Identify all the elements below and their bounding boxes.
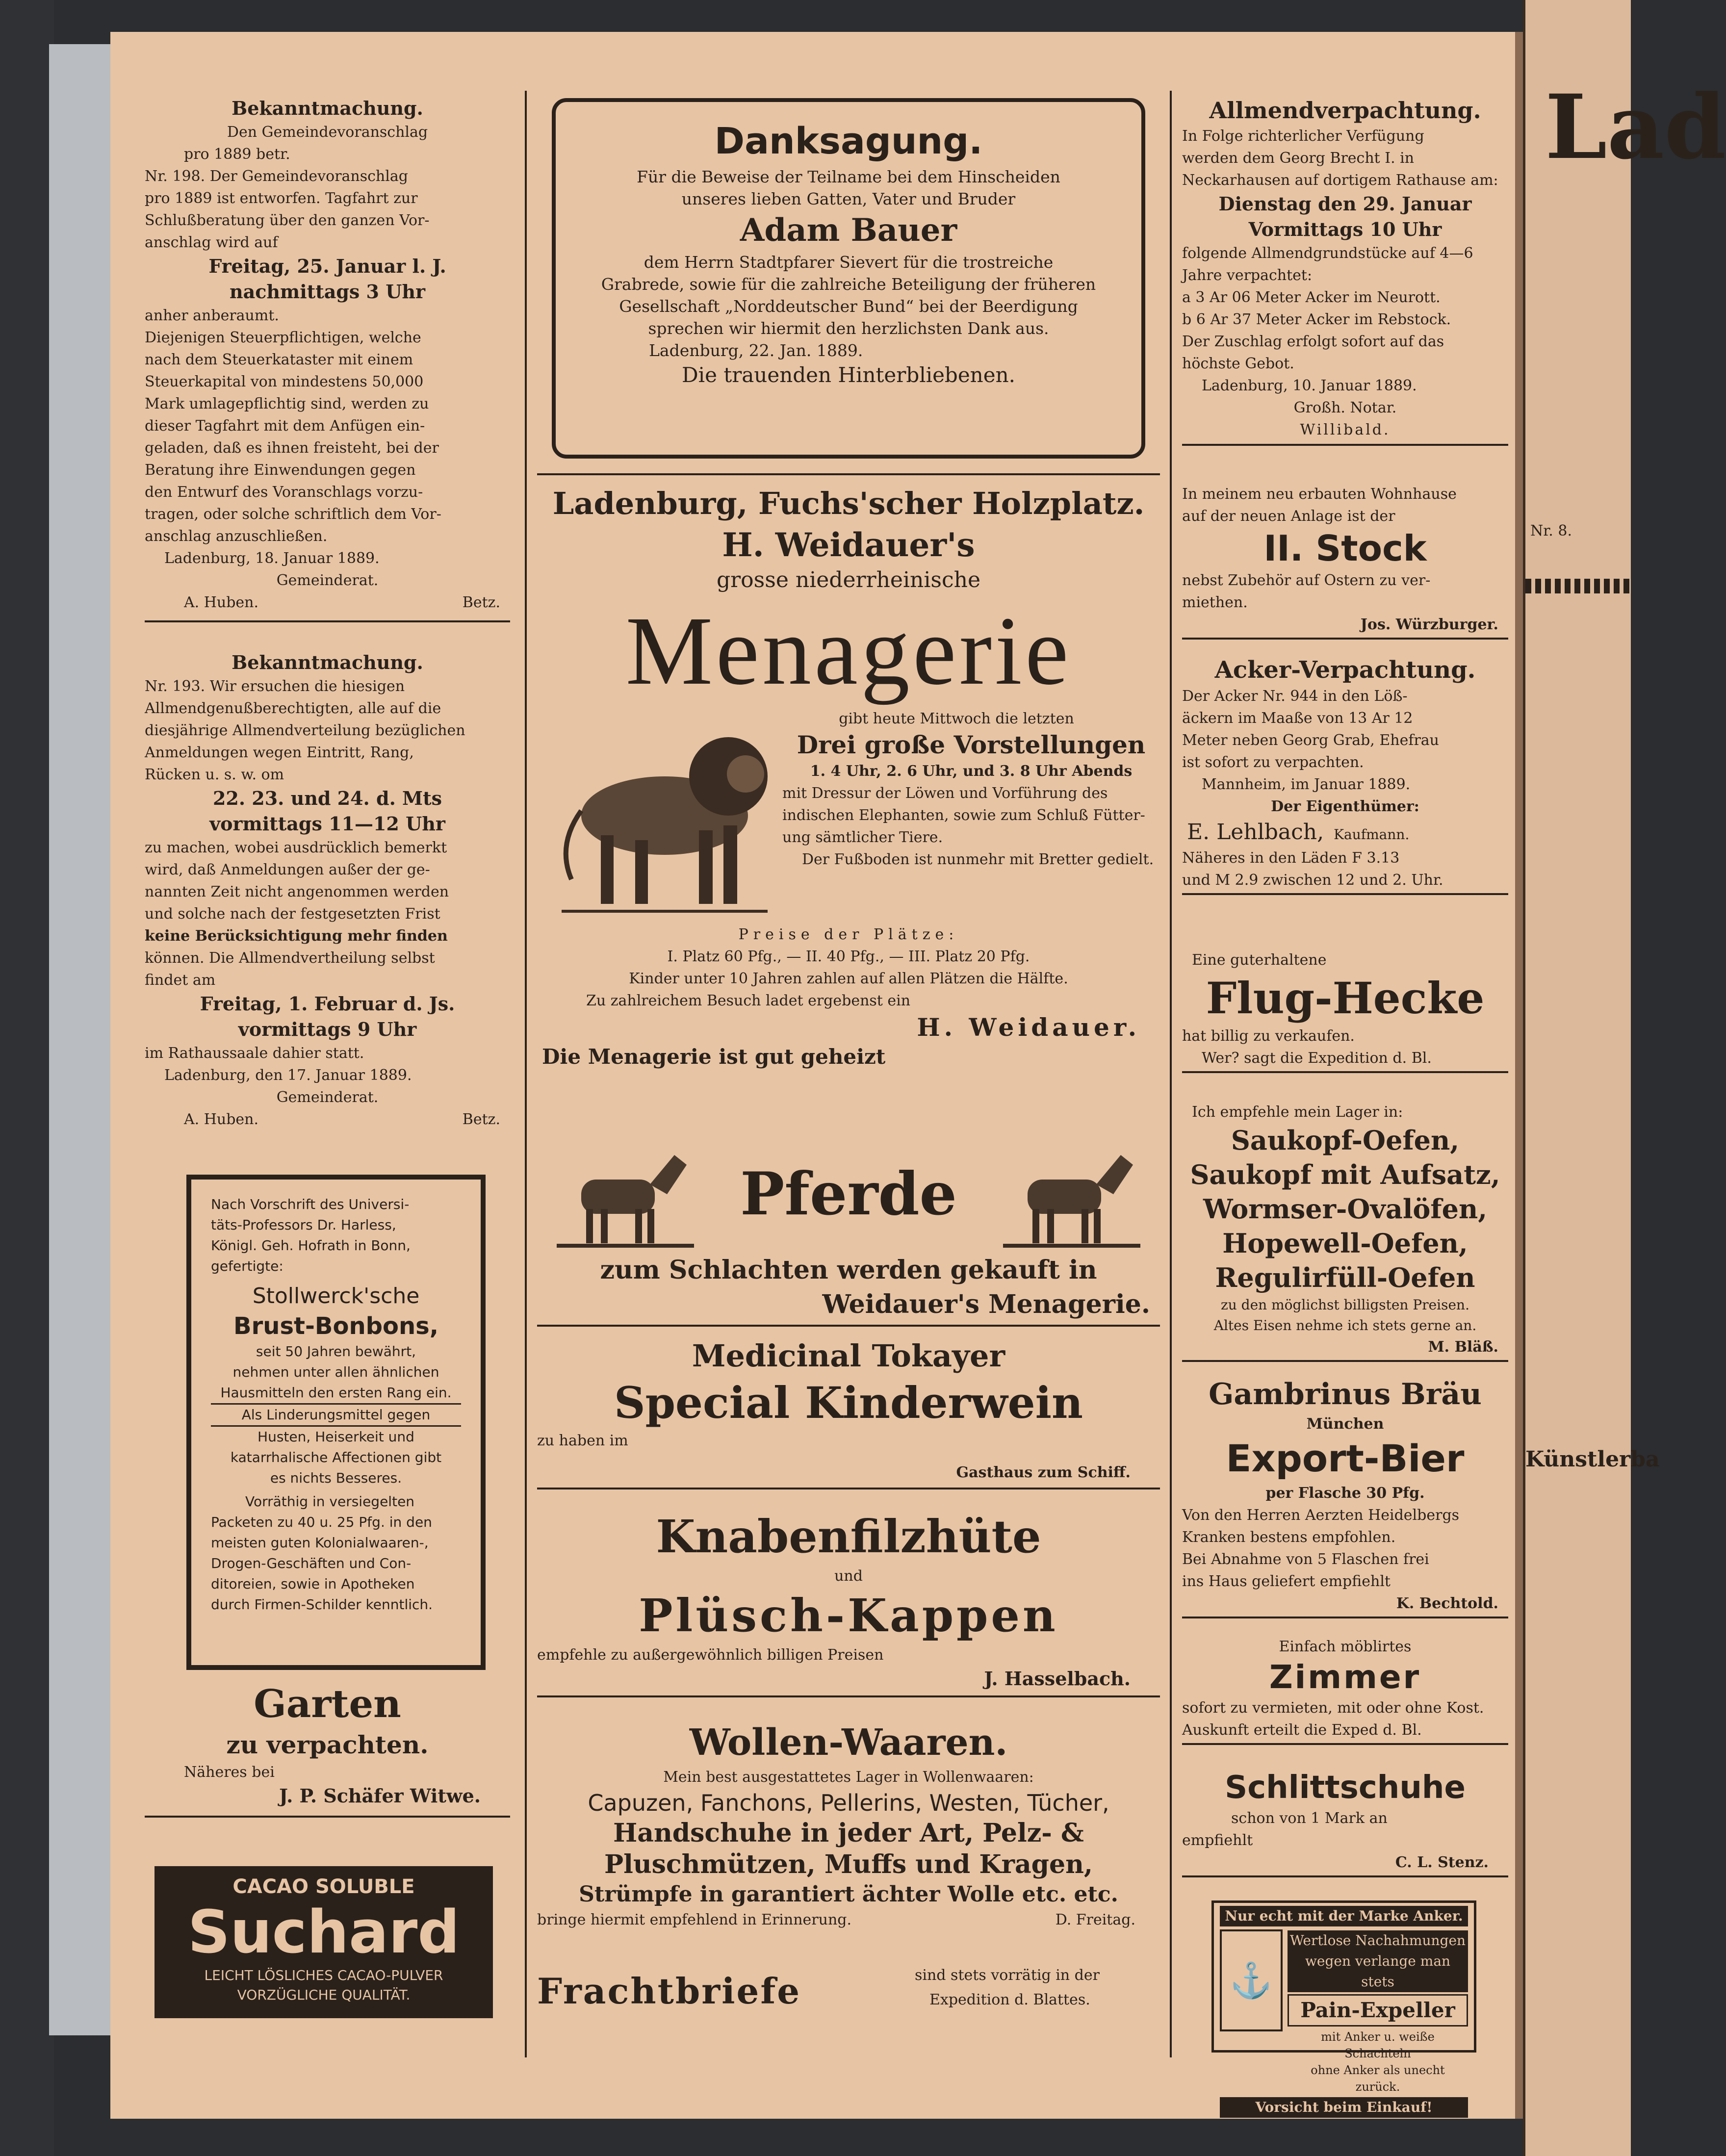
ad-subtitle: grosse niederrheinische [716, 567, 981, 592]
ad-line: indischen Elephanten, sowie zum Schluß Fütter- [782, 807, 1145, 824]
ad-pain-expeller [1211, 1900, 1476, 2115]
ad-brand: Pain-Expeller [1288, 1994, 1468, 2027]
ad-line: Drogen-Geschäften und Con- [211, 1555, 412, 1571]
ad-line: Näheres bei [184, 1764, 275, 1781]
ad-line: folgende Allmendgrundstücke auf 4—6 [1182, 245, 1473, 262]
ad-line: Nur echt mit der Marke Anker. [1220, 1906, 1468, 1926]
ad-line: nach dem Steuerkataster mit einem [145, 351, 413, 368]
horse-icon [1003, 1145, 1140, 1253]
ad-subtitle: Den Gemeindevoranschlag [227, 124, 428, 141]
ad-line: Beratung ihre Einwendungen gegen [145, 462, 416, 479]
divider [1182, 1617, 1508, 1618]
ad-line: ohne Anker als unecht zurück. [1311, 2063, 1445, 2094]
ad-line: wird, daß Anmeldungen außer der ge- [145, 861, 430, 878]
ad-suchard [155, 1866, 493, 2018]
menagerie-text [782, 708, 1160, 871]
ad-line: Expedition d. Blattes. [929, 1991, 1090, 2008]
ad-line: Näheres in den Läden F 3.13 [1182, 849, 1400, 867]
background-left [0, 0, 54, 2156]
ad-bekanntmachung-allmend [145, 650, 510, 1130]
ad-line: täts-Professors Dr. Harless, [211, 1217, 396, 1233]
ad-signature: J. P. Schäfer Witwe. [279, 1785, 481, 1807]
ad-line: Vorsicht beim Einkauf! [1220, 2097, 1468, 2118]
ad-signature: K. Bechtold. [1396, 1595, 1498, 1612]
ad-line: Kranken bestens empfohlen. [1182, 1529, 1396, 1546]
ad-line: mit Anker u. weiße Schachteln [1321, 2030, 1435, 2060]
ad-line: meisten guten Kolonialwaaren-, [211, 1535, 429, 1551]
newspaper-page [110, 32, 1523, 2119]
ad-wollen [537, 1719, 1160, 1931]
ad-line: gefertigte: [211, 1258, 283, 1274]
ad-line: tragen, oder solche schriftlich dem Vor- [145, 506, 441, 523]
ad-line: Auskunft erteilt die Exped d. Bl. [1182, 1721, 1422, 1739]
column-rule-right [1170, 91, 1172, 2057]
ad-line: München [1306, 1415, 1384, 1433]
ad-line: a 3 Ar 06 Meter Acker im Neurott. [1182, 289, 1441, 306]
ad-line: Packeten zu 40 u. 25 Pfg. in den [211, 1514, 432, 1530]
divider [537, 1325, 1160, 1327]
ad-flughecke [1182, 949, 1508, 1073]
ad-line: Hausmitteln den ersten Rang ein. [220, 1385, 452, 1401]
ad-line: Pluschmützen, Muffs und Kragen, [604, 1849, 1093, 1879]
ad-date: Freitag, 1. Februar d. Js. [200, 993, 455, 1015]
ad-line: findet am [145, 972, 216, 989]
ad-line: Husten, Heiserkeit und [258, 1429, 414, 1445]
ad-line: Der Fußboden ist nunmehr mit Bretter gedielt. [802, 851, 1154, 868]
ad-line: Handschuhe in jeder Art, Pelz- & [613, 1818, 1084, 1848]
ad-line: zu den möglichst billigsten Preisen. [1220, 1297, 1469, 1313]
ad-line: CACAO SOLUBLE [232, 1875, 415, 1898]
ad-line: Regulirfüll-Oefen [1215, 1262, 1475, 1293]
ad-line: keine Berücksichtigung mehr finden [145, 927, 448, 945]
ad-line: Kinder unter 10 Jahren zahlen auf allen Plätzen die Hälfte. [629, 970, 1068, 987]
ad-line: Nr. 193. Wir ersuchen die hiesigen [145, 678, 405, 695]
ad-line: und M 2.9 zwischen 12 und 2. Uhr. [1182, 872, 1443, 889]
ad-line: Drei große Vorstellungen [797, 730, 1146, 759]
ad-line: Wormser-Ovalöfen, [1203, 1193, 1488, 1225]
ad-line: Von den Herren Aerzten Heidelbergs [1182, 1507, 1460, 1524]
ad-line: Gesellschaft „Norddeutscher Bund“ bei der Beerdigung [619, 297, 1078, 316]
next-page-section: Künstlerba [1525, 1447, 1660, 1472]
ad-line: und solche nach der festgesetzten Frist [145, 905, 440, 923]
ad-line: Mark umlagepflichtig sind, werden zu [145, 395, 429, 412]
ad-line: pro 1889 ist entworfen. Tagfahrt zur [145, 190, 418, 207]
ad-line: empfehle zu außergewöhnlich billigen Preisen [537, 1646, 884, 1664]
ad-title: Allmendverpachtung. [1209, 97, 1481, 124]
divider [537, 1488, 1160, 1489]
ad-line: Rücken u. s. w. om [145, 766, 284, 783]
divider [1182, 638, 1508, 640]
ad-title: Special Kinderwein [614, 1377, 1083, 1428]
ad-line: Als Linderungsmittel gegen [211, 1403, 461, 1427]
ad-line: unseres lieben Gatten, Vater und Bruder [681, 189, 1016, 208]
ad-time: Vormittags 10 Uhr [1248, 218, 1442, 240]
ad-line: diesjährige Allmendverteilung bezüglichen [145, 722, 465, 739]
ad-line: Mein best ausgestattetes Lager in Wollenwaaren: [663, 1769, 1034, 1786]
ad-line: dieser Tagfahrt mit dem Anfügen ein- [145, 417, 425, 435]
ad-signature: M. Bläß. [1428, 1338, 1498, 1356]
ad-line: Mannheim, im Januar 1889. [1202, 776, 1411, 793]
ad-title: Schlittschuhe [1225, 1770, 1466, 1806]
ad-owner: H. Weidauer's [722, 526, 975, 564]
ad-line: Ladenburg, 18. Januar 1889. [164, 550, 380, 567]
ad-prices: I. Platz 60 Pfg., — II. 40 Pfg., — III. Platz 20 Pfg. [667, 948, 1030, 965]
ad-line: im Rathaussaale dahier statt. [145, 1045, 364, 1062]
ad-line: Königl. Geh. Hofrath in Bonn, [211, 1237, 411, 1254]
ad-line: anschlag wird auf [145, 234, 278, 251]
ad-line: Nr. 198. Der Gemeindevoranschlag [145, 168, 408, 185]
ad-line: Ich empfehle mein Lager in: [1192, 1104, 1403, 1121]
ad-line: seit 50 Jahren bewährt, [256, 1343, 416, 1360]
ad-time: vormittags 9 Uhr [238, 1018, 417, 1040]
ad-title: Danksagung. [714, 120, 983, 162]
ad-title: Flug-Hecke [1206, 973, 1485, 1024]
ad-line: Der Eigenthümer: [1271, 798, 1419, 815]
ad-signature: Die trauenden Hinterbliebenen. [682, 363, 1015, 387]
ad-line: gibt heute Mittwoch die letzten [839, 710, 1074, 727]
ad-title: Zimmer [1269, 1658, 1421, 1696]
ad-line: Bei Abnahme von 5 Flaschen frei [1182, 1551, 1429, 1568]
ad-line: hat billig zu verkaufen. [1182, 1027, 1355, 1045]
ad-line: anher anberaumt. [145, 307, 279, 324]
ad-line: zu machen, wobei ausdrücklich bemerkt [145, 839, 447, 856]
divider [1182, 893, 1508, 895]
ad-line: sofort zu vermieten, mit oder ohne Kost. [1182, 1699, 1484, 1717]
ad-line: können. Die Allmendvertheilung selbst [145, 950, 435, 967]
ad-line: den Entwurf des Voranschlags vorzu- [145, 484, 423, 501]
ad-line: Eine guterhaltene [1192, 951, 1327, 969]
ad-signature-row [145, 591, 510, 614]
ad-line: sind stets vorrätig in der [915, 1967, 1100, 1984]
ad-line: höchste Gebot. [1182, 355, 1294, 372]
ad-place: Ladenburg, Fuchs'scher Holzplatz. [552, 486, 1145, 521]
divider [537, 473, 1160, 475]
ad-line: anschlag anzuschließen. [145, 528, 328, 545]
ad-subtitle: pro 1889 betr. [184, 146, 290, 163]
ad-line: durch Firmen-Schilder kenntlich. [211, 1596, 433, 1613]
ad-signature: Großh. Notar. [1293, 399, 1397, 416]
ad-line: bringe hiermit empfehlend in Erinnerung. [537, 1911, 852, 1928]
ad-line: Grabrede, sowie für die zahlreiche Beteiligung der früheren [601, 275, 1096, 294]
ad-line: Saukopf mit Aufsatz, [1190, 1159, 1500, 1190]
ad-line: Hopewell-Oefen, [1222, 1228, 1468, 1259]
ad-line: Wer? sagt die Expedition d. Bl. [1202, 1050, 1432, 1067]
divider [1182, 1071, 1508, 1073]
ad-line: Neckarhausen auf dortigem Rathause am: [1182, 172, 1498, 189]
ad-prices-head: Preise der Plätze: [738, 926, 959, 943]
ad-title: Wollen-Waaren. [689, 1721, 1008, 1764]
ad-line: Der Zuschlag erfolgt sofort auf das [1182, 333, 1444, 350]
ad-line: Diejenigen Steuerpflichtigen, welche [145, 329, 421, 346]
lion-illustration [552, 718, 777, 919]
ad-line: b 6 Ar 37 Meter Acker im Rebstock. [1182, 311, 1451, 328]
ad-title: Export-Bier [1226, 1437, 1465, 1480]
ad-title: Pferde [740, 1159, 957, 1229]
ad-signature: C. L. Stenz. [1395, 1854, 1489, 1871]
ad-name-row [1182, 818, 1508, 847]
ad-line: ditoreien, sowie in Apotheken [211, 1576, 415, 1592]
ad-title: Menagerie [625, 597, 1072, 705]
ad-pferde [537, 1145, 1160, 1327]
ad-line: In Folge richterlicher Verfügung [1182, 128, 1424, 145]
divider [1182, 444, 1508, 446]
ad-stollwerck-box [186, 1175, 486, 1670]
ad-signature: Willibald. [1300, 421, 1391, 438]
ad-signature-name: Betz. [462, 594, 500, 611]
ad-line: Zu zahlreichem Besuch ladet ergebenst ein [586, 992, 911, 1009]
ad-stock [1182, 483, 1508, 640]
pain-expeller-body [1220, 1926, 1468, 2095]
ad-line: werden dem Georg Brecht I. in [1182, 150, 1415, 167]
ad-signature: Jos. Würzburger. [1360, 616, 1498, 633]
horse-icon [557, 1145, 694, 1253]
ad-acker [1182, 655, 1508, 895]
ad-bekanntmachung-voranschlag [145, 96, 510, 622]
ad-name: Adam Bauer [740, 212, 957, 249]
ad-frachtbriefe [537, 1964, 1160, 2023]
ad-line: empfiehlt [1182, 1832, 1253, 1849]
ad-line: miethen. [1182, 594, 1248, 611]
ad-line: ist sofort zu verpachten. [1182, 754, 1364, 771]
ad-tokayer [537, 1336, 1160, 1489]
column-rule-left [525, 91, 527, 2057]
ad-line: Ladenburg, 10. Januar 1889. [1202, 377, 1417, 394]
ad-und: und [834, 1567, 863, 1585]
ad-line: Gasthaus zum Schiff. [956, 1464, 1131, 1481]
ad-line: 1. 4 Uhr, 2. 6 Uhr, und 3. 8 Uhr Abends [810, 763, 1133, 780]
ad-signature: Gemeinderat. [276, 572, 379, 589]
ad-product: Brust-Bonbons, [233, 1312, 438, 1340]
ad-line: schon von 1 Mark an [1231, 1810, 1388, 1827]
ad-schlittschuhe [1182, 1768, 1508, 1877]
ad-line: mit Dressur der Löwen und Vorführung des [782, 785, 1108, 802]
ad-line: Die Menagerie ist gut geheizt [542, 1045, 886, 1069]
ad-signature: Gemeinderat. [276, 1089, 379, 1106]
ad-line: äckern im Maaße von 13 Ar 12 [1182, 710, 1413, 727]
ad-line: nannten Zeit nicht angenommen werden [145, 883, 449, 900]
next-page-ornament [1525, 579, 1631, 593]
ad-line: nebst Zubehör auf Ostern zu ver- [1182, 572, 1431, 589]
ad-line: dem Herrn Stadtpfarer Sievert für die trostreiche [644, 253, 1054, 272]
ad-line: Einfach möblirtes [1279, 1638, 1412, 1655]
ad-time: vormittags 11—12 Uhr [209, 813, 445, 835]
ad-title: Bekanntmachung. [232, 97, 423, 119]
ad-line: Weidauer's Menagerie. [822, 1289, 1150, 1319]
ad-line: sprechen wir hiermit den herzlichsten Dank aus. [648, 319, 1049, 338]
ad-line: Wertlose Nachahmungen [1288, 1930, 1468, 1951]
ad-line: Ladenburg, den 17. Januar 1889. [164, 1067, 412, 1084]
ad-title: Bekanntmachung. [232, 651, 423, 673]
ad-line: Saukopf-Oefen, [1231, 1125, 1460, 1156]
ad-line: nehmen unter allen ähnlichen [232, 1364, 439, 1380]
ad-signature-name: Betz. [462, 1111, 500, 1128]
ad-title: Knabenfilzhüte [656, 1510, 1041, 1563]
pain-expeller-text [1288, 1926, 1468, 2095]
ad-signature: H. Weidauer. [917, 1013, 1140, 1042]
ad-line: In meinem neu erbauten Wohnhause [1182, 486, 1457, 503]
ad-line: Meter neben Georg Grab, Ehefrau [1182, 732, 1440, 749]
ad-line: auf der neuen Anlage ist der [1182, 508, 1395, 525]
ad-line: Strümpfe in garantiert ächter Wolle etc. etc. [579, 1882, 1118, 1907]
divider [537, 1695, 1160, 1697]
ad-signature-name: A. Huben. [184, 1111, 259, 1128]
ad-title: Plüsch-Kappen [639, 1589, 1058, 1642]
ad-zimmer [1182, 1636, 1508, 1745]
ad-title: II. Stock [1263, 528, 1427, 569]
ad-line: Für die Beweise der Teilname bei dem Hinscheiden [637, 167, 1060, 186]
ad-garten [145, 1680, 510, 1818]
ad-line: zu haben im [537, 1432, 628, 1449]
ad-export-bier [1182, 1376, 1508, 1618]
ad-line: ung sämtlicher Tiere. [782, 829, 943, 846]
ad-line: wegen verlange man stets [1288, 1951, 1468, 1992]
ad-signature-row [145, 1108, 510, 1130]
ad-title: Acker-Verpachtung. [1214, 656, 1476, 684]
ad-line: LEICHT LÖSLICHES CACAO-PULVER [204, 1967, 443, 1983]
ad-signature: D. Freitag. [1055, 1911, 1135, 1928]
ad-date: 22. 23. und 24. d. Mts [212, 787, 442, 809]
ad-name: E. Lehlbach, [1187, 820, 1324, 845]
anchor-icon: ⚓ [1220, 1929, 1283, 2031]
ad-signature: J. Hasselbach. [984, 1668, 1131, 1690]
ad-line: Altes Eisen nehme ich stets gerne an. [1213, 1317, 1477, 1334]
ad-title: Garten [254, 1682, 401, 1726]
ad-line: Der Acker Nr. 944 in den Löß- [1182, 688, 1408, 705]
ad-brand: Suchard [187, 1899, 460, 1967]
divider [1182, 1360, 1508, 1362]
ad-danksagung [552, 98, 1145, 459]
ad-line: geladen, daß es ihnen freisteht, bei der [145, 439, 439, 457]
ad-menagerie [537, 483, 1160, 1071]
divider [1182, 1743, 1508, 1745]
ad-line: Vorräthig in versiegelten [245, 1493, 415, 1510]
ad-line: Medicinal Tokayer [692, 1338, 1005, 1374]
ad-line: Gambrinus Bräu [1209, 1377, 1482, 1412]
ad-line: Anmeldungen wegen Eintritt, Rang, [145, 744, 414, 761]
divider [145, 1816, 510, 1818]
ad-signature-name: A. Huben. [184, 594, 259, 611]
menagerie-body [537, 708, 1160, 924]
ad-line: Ladenburg, 22. Jan. 1889. [649, 341, 863, 360]
ad-line: Allmendgenußberechtigten, alle auf die [145, 700, 441, 717]
ad-line: es nichts Besseres. [270, 1470, 402, 1486]
ad-line: ins Haus geliefert empfiehlt [1182, 1573, 1391, 1590]
ad-brand: Stollwerck'sche [252, 1283, 420, 1309]
ad-line: katarrhalische Affectionen gibt [230, 1449, 442, 1465]
ad-date: Freitag, 25. Januar l. J. [208, 255, 446, 277]
ad-line: zum Schlachten werden gekauft in [600, 1255, 1097, 1285]
book-cover-edge [49, 44, 119, 2035]
divider [145, 620, 510, 622]
ad-line: Schlußberatung über den ganzen Vor- [145, 212, 430, 229]
ad-date: Dienstag den 29. Januar [1218, 193, 1472, 215]
next-page-masthead: Lad [1545, 76, 1726, 179]
ad-line: Nach Vorschrift des Universi- [211, 1196, 410, 1212]
ad-hats [537, 1508, 1160, 1697]
ad-line: Steuerkapital von mindestens 50,000 [145, 373, 424, 390]
ad-line: VORZÜGLICHE QUALITÄT. [237, 1987, 411, 2003]
ad-line: Jahre verpachtet: [1182, 267, 1313, 284]
ad-job: Kaufmann. [1334, 826, 1410, 843]
ad-time: nachmittags 3 Uhr [229, 281, 426, 303]
ad-line: per Flasche 30 Pfg. [1265, 1485, 1425, 1502]
ad-oefen [1182, 1101, 1508, 1362]
ad-subtitle: zu verpachten. [226, 1730, 429, 1759]
ad-allmendverpachtung [1182, 96, 1508, 446]
next-page-edge [1525, 0, 1726, 2156]
next-page-issue-number: Nr. 8. [1530, 522, 1572, 539]
divider [1182, 1875, 1508, 1877]
ad-line: Capuzen, Fanchons, Pellerins, Westen, Tücher, [588, 1790, 1109, 1816]
ad-title: Frachtbriefe [537, 1970, 801, 2012]
